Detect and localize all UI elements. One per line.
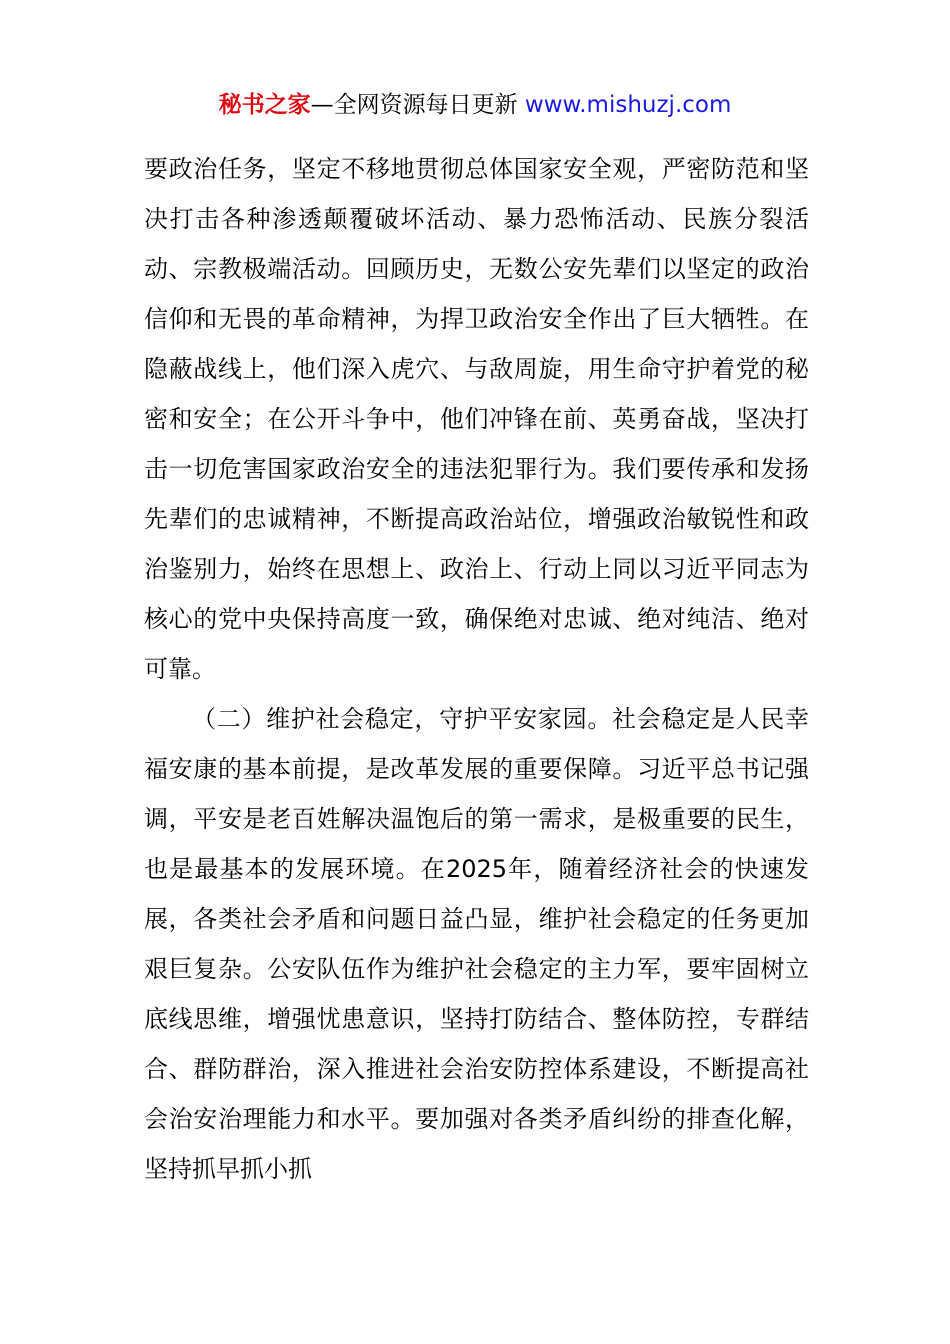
document-body [144, 144, 809, 1194]
paragraph-continued: 要政治任务，坚定不移地贯彻总体国家安全观，严密防范和坚决打击各种渗透颠覆破坏活动、暴力恐怖活动、民族分裂活动、宗教极端活动。回顾历史，无数公安先辈们以坚定的政治信仰和无畏的革命精神，为捍卫政治安全作出了巨大牺牲。在隐蔽战线上，他们深入虎穴、与敌周旋，用生命守护着党的秘密和安全；在公开斗争中，他们冲锋在前、英勇奋战，坚决打击一切危害国家政治安全的违法犯罪行为。我们要传承和发扬先辈们的忠诚精神，不断提高政治站位，增强政治敏锐性和政治鉴别力，始终在思想上、政治上、行动上同以习近平同志为核心的党中央保持高度一致，确保绝对忠诚、绝对纯洁、绝对可靠。 [144, 155, 809, 683]
header-tagline: —全网资源每日更新 [310, 92, 525, 118]
document-header [0, 88, 950, 122]
brand-name: 秘书之家 [218, 92, 311, 118]
site-url: www.mishuzj.com [524, 92, 732, 118]
paragraph-section-two: （二）维护社会稳定，守护平安家园。社会稳定是人民幸福安康的基本前提，是改革发展的重要保障。习近平总书记强调，平安是老百姓解决温饱后的第一需求，是极重要的民生，也是最基本的发展环境。在2025年，随着经济社会的快速发展，各类社会矛盾和问题日益凸显，维护社会稳定的任务更加艰巨复杂。公安队伍作为维护社会稳定的主力军，要牢固树立底线思维，增强忧患意识，坚持打防结合、整体防控，专群结合、群防群治，深入推进社会治安防控体系建设，不断提高社会治安治理能力和水平。要加强对各类矛盾纠纷的排查化解，坚持抓早抓小抓 [144, 705, 809, 1183]
